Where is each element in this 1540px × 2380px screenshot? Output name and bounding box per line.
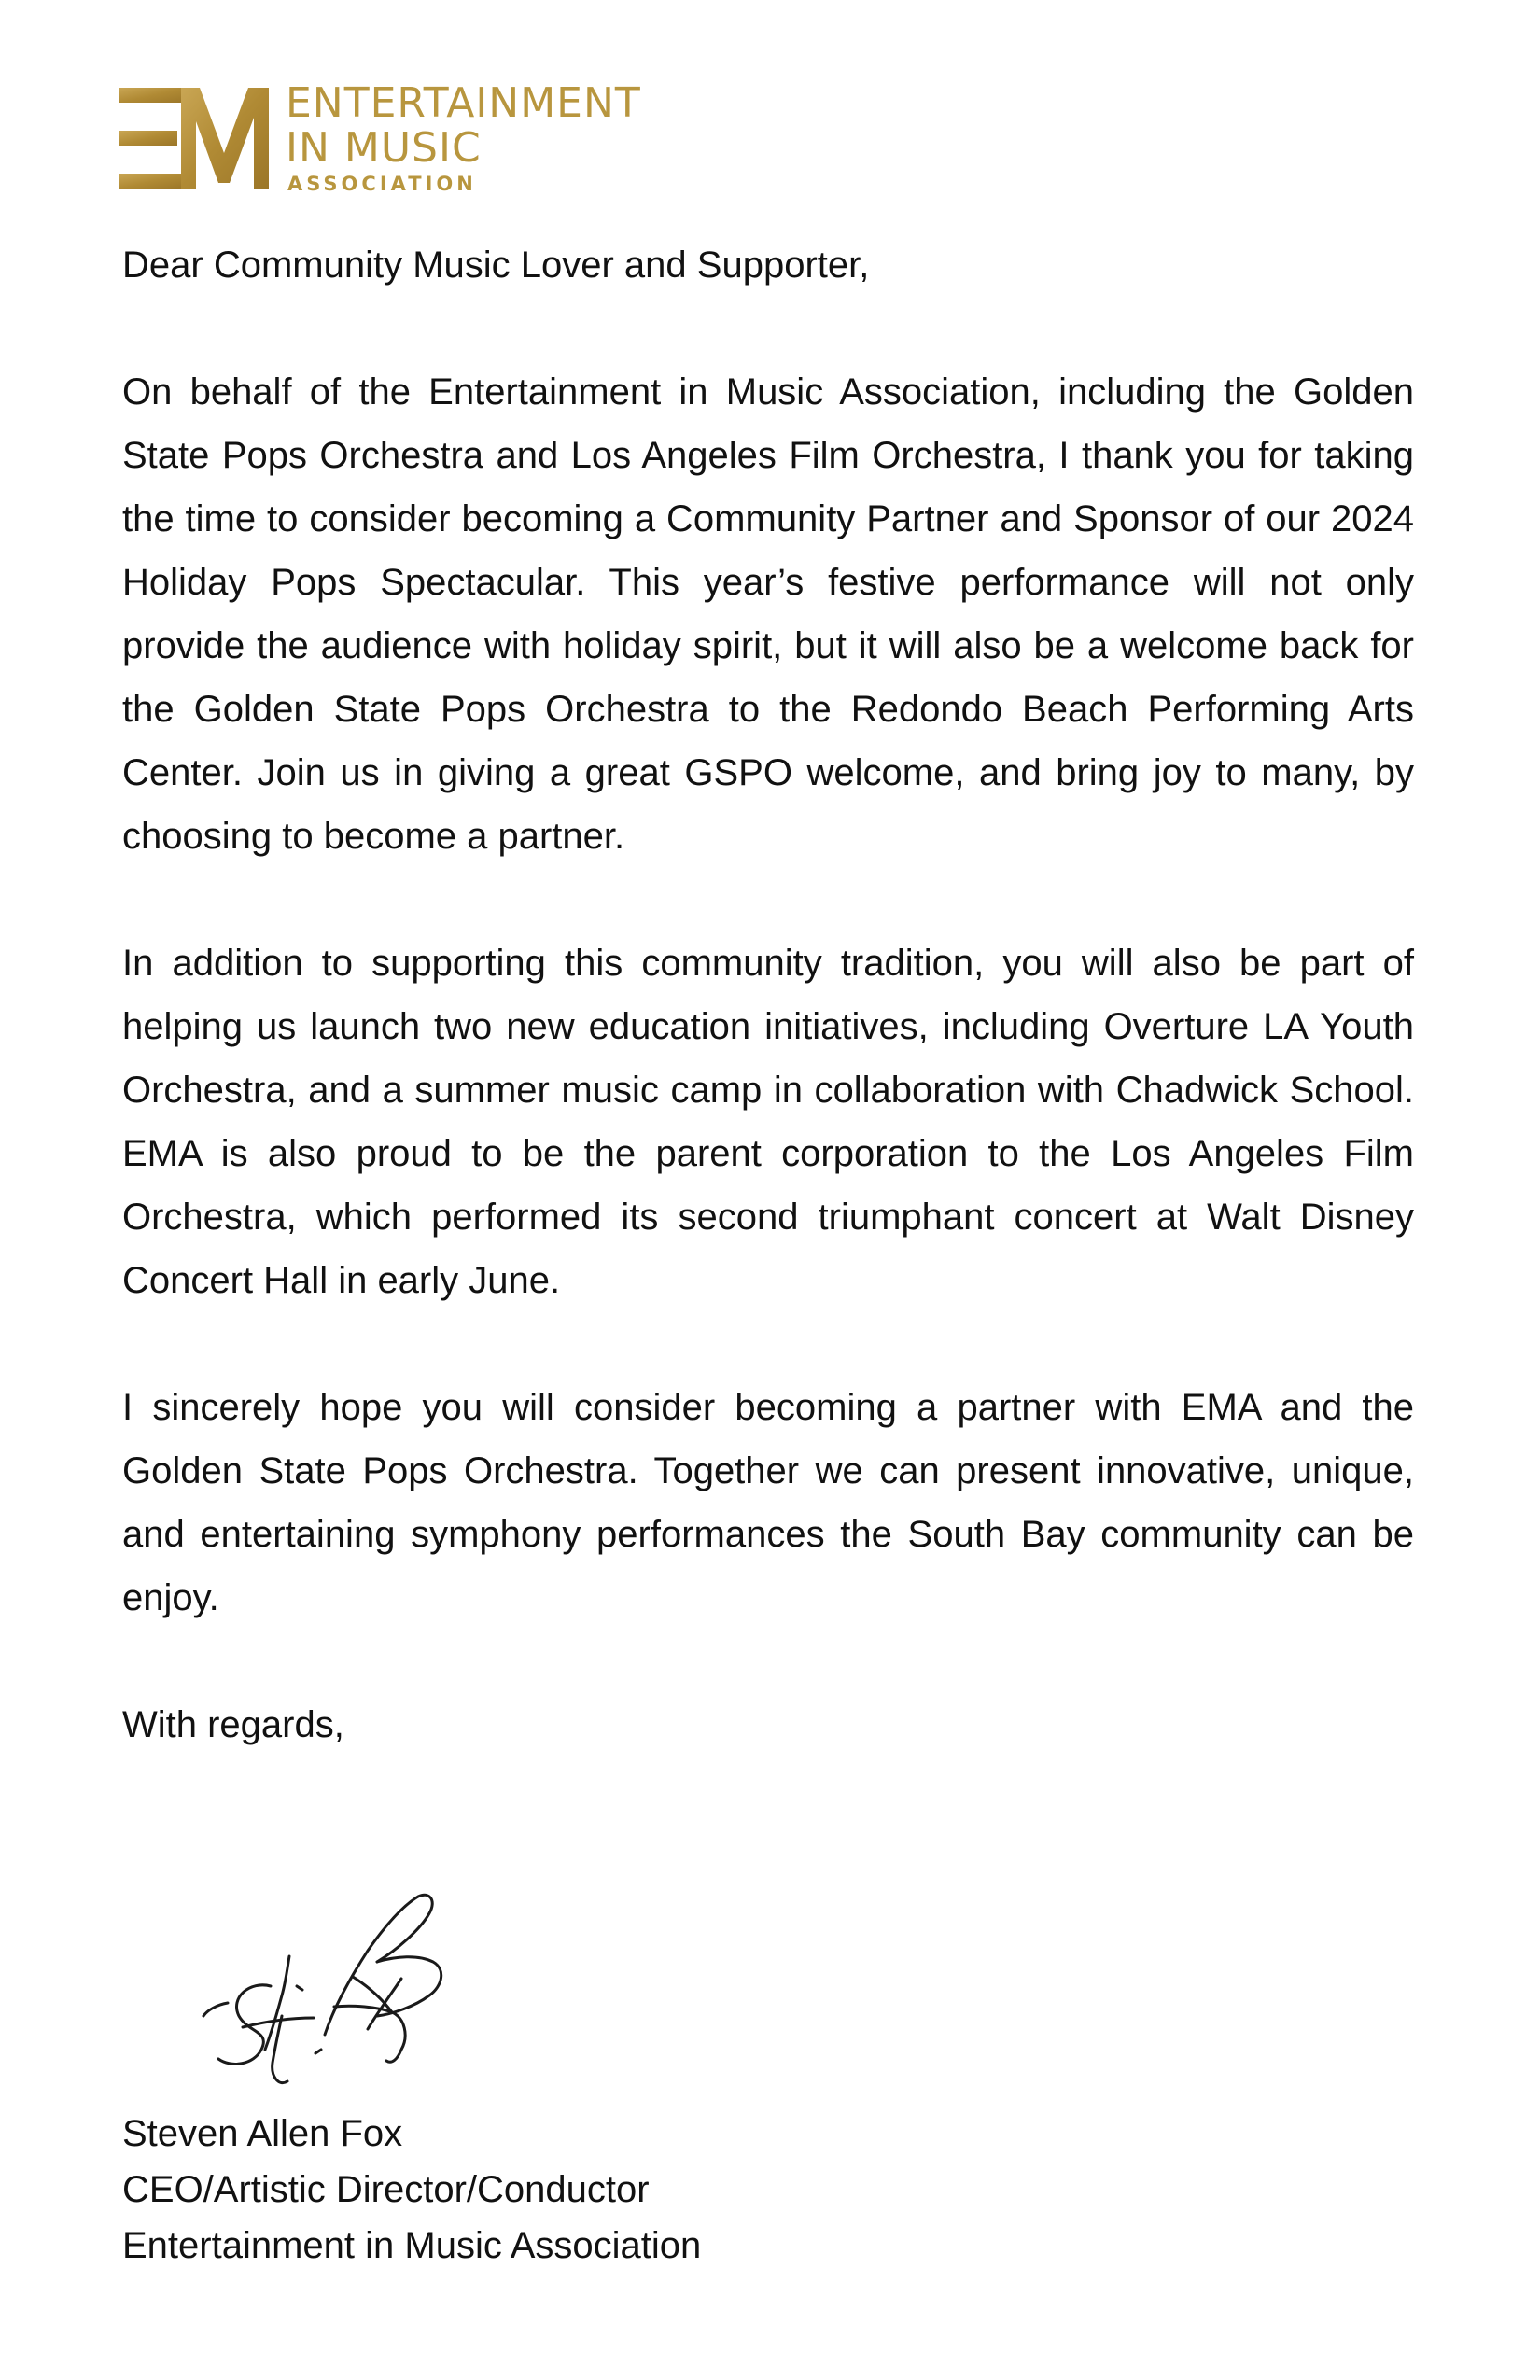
paragraph-2: In addition to supporting this community tradition, you will also be part of helping us launch two new education initiatives, including Overture LA Youth Orchestra, and a summer music camp in collaboration with Chadwick School. EMA is also proud to be the parent corporation to the Los Angeles Film Orchestra, which performed its second triumphant concert at Walt Disney Concert Hall in early June. (122, 943, 1414, 1301)
paragraph-3: I sincerely hope you will consider becoming a partner with EMA and the Golden State Pops Orchestra. Together we can present innovative, unique, and entertaining symphony performances the South Bay community can be enjoy. (122, 1387, 1414, 1618)
letter-body (122, 233, 1414, 1757)
salutation: Dear Community Music Lover and Supporter, (122, 245, 870, 286)
signature-block (122, 2106, 701, 2274)
signer-organization: Entertainment in Music Association (122, 2225, 702, 2266)
logo-line-entertainment: ENTERTAINMENT (286, 79, 641, 127)
logo-line-in-music: IN MUSIC (286, 124, 482, 172)
ema-logo (119, 80, 698, 196)
paragraph-1: On behalf of the Entertainment in Music Association, including the Golden State Pops Orchestra and Los Angeles Film Orchestra, I thank you for taking the time to consider becoming a Community Partner and Sponsor of our 2024 Holiday Pops Spectacular. This year’s festive performance will not only provide the audience with holiday spirit, but it will also be a welcome back for the Golden State Pops Orchestra to the Redondo Beach Performing Arts Center. Join us in giving a great GSPO welcome, and bring joy to many, by choosing to become a partner. (122, 371, 1414, 857)
closing: With regards, (122, 1704, 344, 1745)
signer-name: Steven Allen Fox (122, 2113, 403, 2154)
handwritten-signature (185, 1876, 485, 2107)
signer-title: CEO/Artistic Director/Conductor (122, 2169, 650, 2210)
em-monogram-icon (119, 80, 278, 196)
logo-line-association: ASSOCIATION (287, 173, 477, 195)
